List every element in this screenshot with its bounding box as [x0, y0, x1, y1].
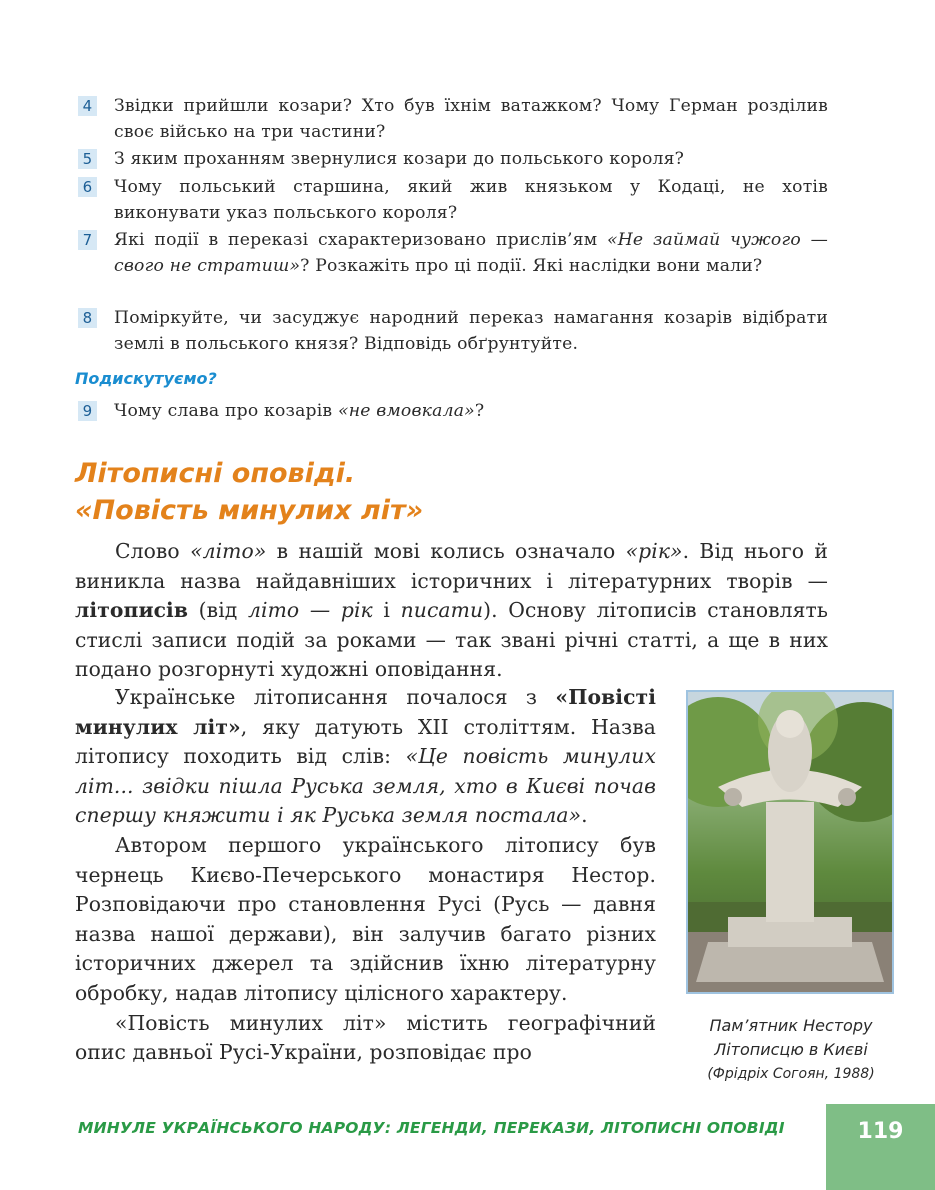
question-number: 9	[78, 401, 97, 421]
section-title-line1: Літописні оповіді.	[75, 458, 356, 489]
proverb-quote: «Не займай чужого — свого не стратиш»	[114, 230, 828, 276]
question-text: Чому польський старшина, який жив князьком у Кодаці, не хотів виконувати указ польського короля?	[114, 177, 828, 223]
question-text-part: ? Розкажіть про ці події. Які наслідки вони мали?	[300, 256, 763, 276]
discuss-heading: Подискутуємо?	[75, 369, 217, 388]
question-4	[78, 93, 828, 145]
paragraph-3: Автором першого українського літопису був чернець Києво-Печерського монастиря Нестор. Розповідаючи про становлення Русі (Русь — давня назва нашої держави), він залучив багато різних історичних джерел та здійснив їхню літературну обробку, надав літопису цілісного характеру.	[75, 832, 656, 1005]
question-number: 7	[78, 230, 97, 250]
monument-illustration	[688, 692, 892, 992]
question-text	[114, 398, 828, 424]
paragraph-2: Українське літописання почалося з «Повісті минулих літ», яку датують XII століттям. Назва літопису походить від слів: «Це повість минулих літ... звідки пішла Руська земля, хто в Києві почав спершу княжити і як Руська земля постала».	[75, 685, 656, 828]
running-title: МИНУЛЕ УКРАЇНСЬКОГО НАРОДУ: ЛЕГЕНДИ, ПЕРЕКАЗИ, ЛІТОПИСНІ ОПОВІДІ	[78, 1119, 785, 1137]
question-6	[78, 174, 828, 226]
question-text-part: Чому слава про козарів	[114, 401, 338, 421]
question-number: 6	[78, 177, 97, 197]
question-8	[78, 305, 828, 357]
caption-line: Літописцю в Києві	[714, 1040, 868, 1059]
caption-credit: (Фрідріх Согоян, 1988)	[707, 1066, 875, 1082]
question-number: 5	[78, 149, 97, 169]
question-number: 8	[78, 308, 97, 328]
section-title-line2: «Повість минулих літ»	[75, 495, 424, 526]
monument-photo	[686, 690, 894, 994]
title-bold: «Повісті минулих літ»	[75, 685, 656, 739]
question-text: З яким проханням звернулися козари до польського короля?	[114, 149, 685, 169]
paragraph-column	[75, 683, 656, 1068]
paragraph-1: Слово «літо» в нашій мові колись означало «рік». Від нього й виникла назва найдавніших історичних і літературних творів — літописів (від літо — рік і писати). Основу літописів становлять стислі записи подій за роками — так звані річні статті, а ще в них подано розгорнуті художні оповідання.	[75, 539, 828, 682]
figure-caption	[676, 1014, 906, 1086]
question-9	[78, 398, 828, 424]
question-text: Поміркуйте, чи засуджує народний переказ намагання козарів відібрати землі в польського князя? Відповідь обґрунтуйте.	[114, 308, 828, 354]
chronicle-quote: «Це повість минулих літ... звідки пішла Руська земля, хто в Києві почав спершу княжити і як Руська земля постала»	[75, 744, 656, 828]
question-text	[114, 227, 828, 279]
page-number: 119	[826, 1104, 935, 1190]
section-title	[75, 455, 423, 529]
caption-line: Пам’ятник Нестору	[709, 1016, 873, 1035]
quote: «не вмовкала»	[337, 401, 475, 421]
question-7	[78, 227, 828, 279]
question-text-part: ?	[474, 401, 485, 421]
question-5	[78, 146, 828, 172]
question-number: 4	[78, 96, 97, 116]
question-text: Звідки прийшли козари? Хто був їхнім ватажком? Чому Герман розділив своє військо на три частини?	[114, 96, 828, 142]
term-bold: літописів	[75, 598, 189, 623]
question-text-part: Які події в переказі схарактеризовано прислів’ям	[114, 230, 608, 250]
paragraph-4: «Повість минулих літ» містить географічний опис давньої Русі-України, розповідає про	[75, 1010, 656, 1065]
